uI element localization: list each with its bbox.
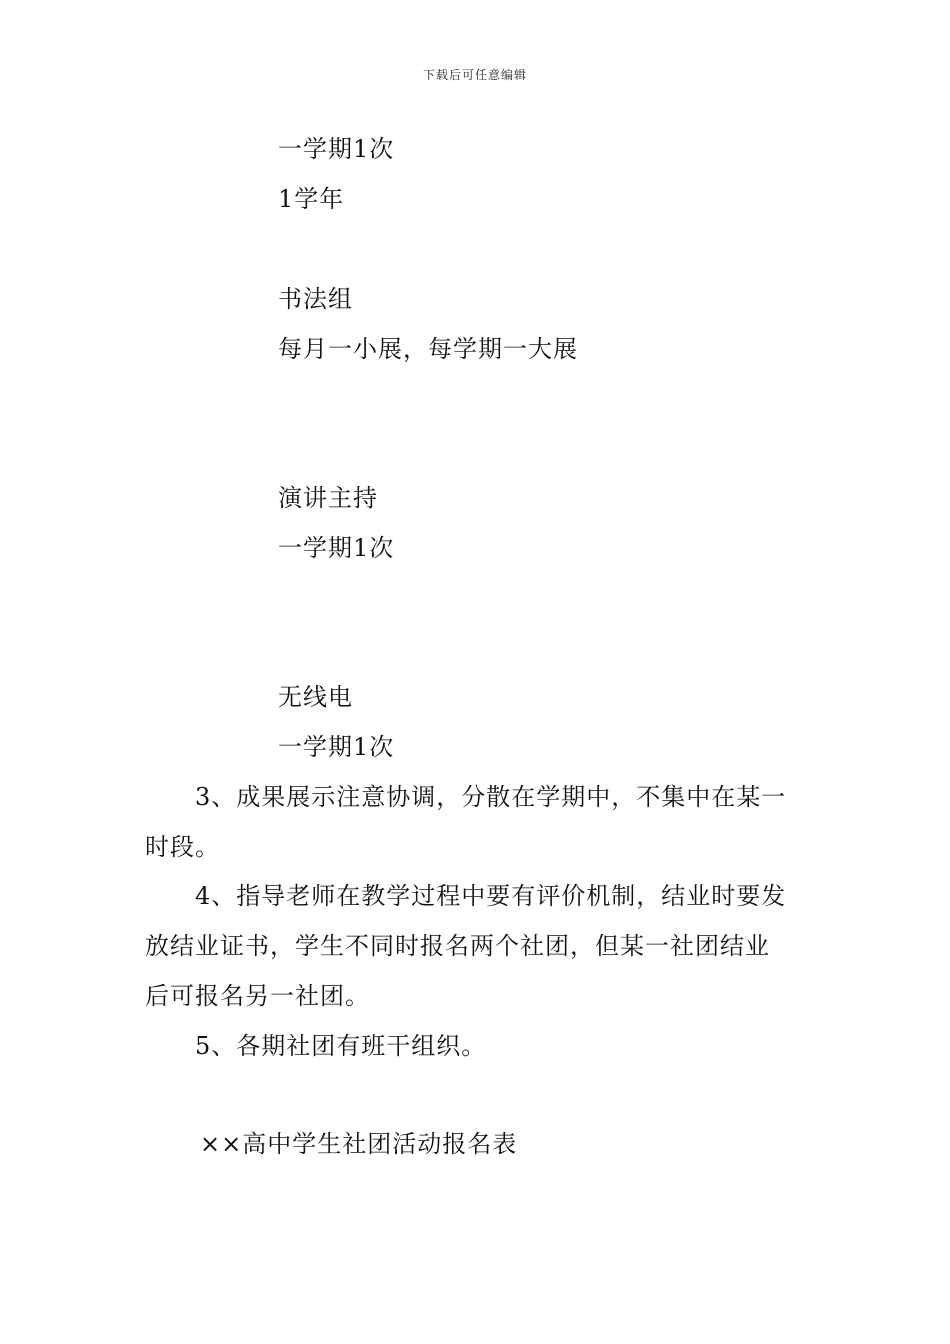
group-name-speech-hosting: 演讲主持 (278, 484, 378, 512)
schedule-line-semester-once: 一学期1次 (278, 135, 395, 163)
paragraph-4-line-1: 4、指导老师在教学过程中要有评价机制，结业时要发 (195, 882, 787, 910)
header-note: 下载后可任意编辑 (422, 68, 527, 82)
schedule-line-semester-once: 一学期1次 (278, 534, 395, 562)
schedule-line-one-year: 1学年 (278, 185, 345, 213)
paragraph-5-line-1: 5、各期社团有班干组织。 (195, 1032, 487, 1060)
schedule-line-semester-once: 一学期1次 (278, 733, 395, 761)
paragraph-3-line-2: 时段。 (145, 833, 220, 861)
form-title: ××高中学生社团活动报名表 (200, 1130, 518, 1158)
schedule-line-exhibitions: 每月一小展，每学期一大展 (278, 335, 578, 363)
group-name-calligraphy: 书法组 (278, 285, 353, 313)
paragraph-4-line-3: 后可报名另一社团。 (145, 982, 370, 1010)
paragraph-3-line-1: 3、成果展示注意协调，分散在学期中，不集中在某一 (195, 783, 787, 811)
group-name-radio: 无线电 (278, 683, 353, 711)
paragraph-4-line-2: 放结业证书，学生不同时报名两个社团，但某一社团结业 (145, 932, 770, 960)
